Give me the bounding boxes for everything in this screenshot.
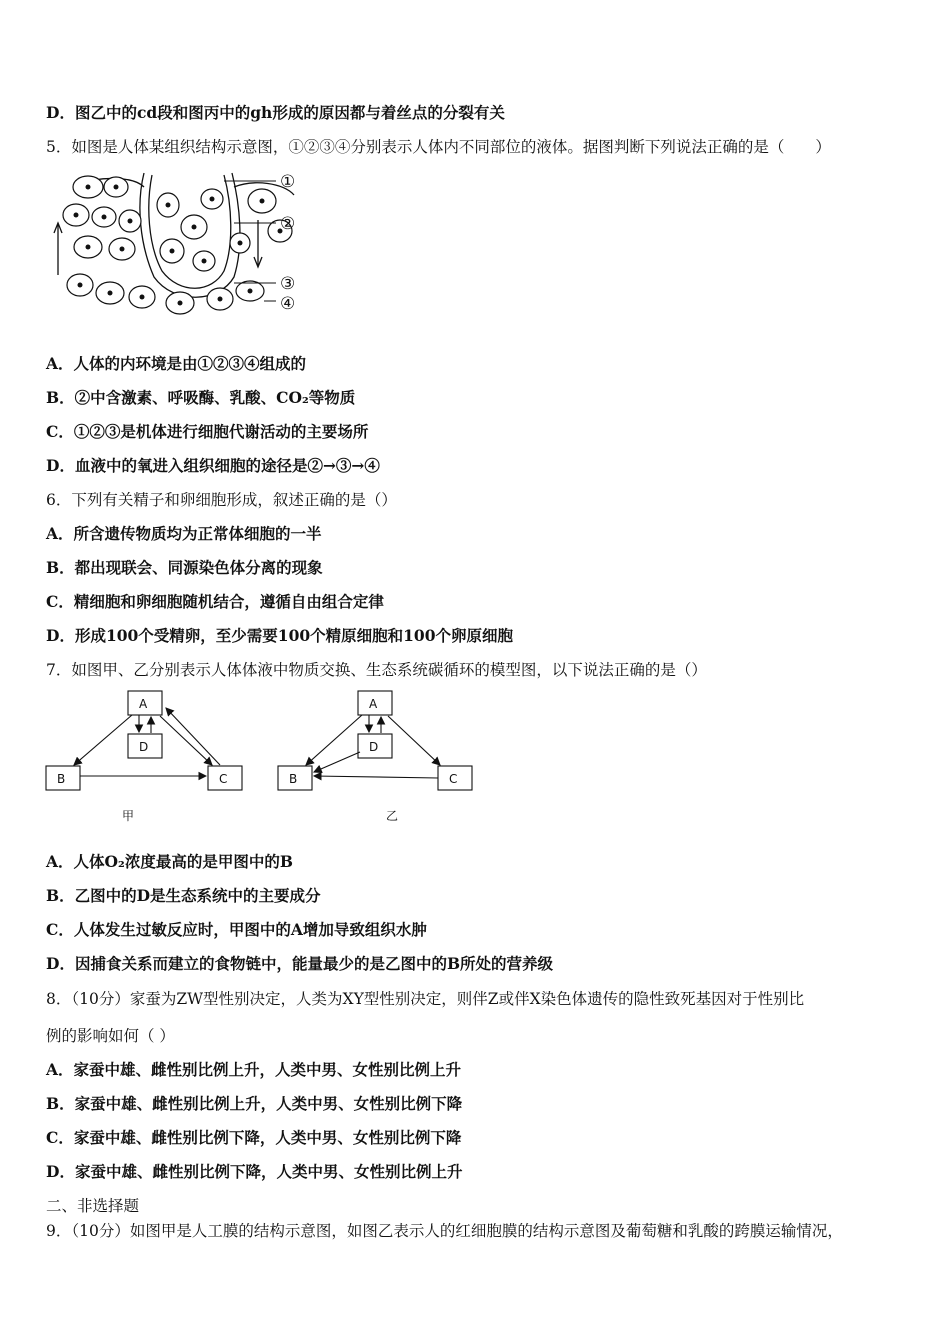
- yi-label-c: C: [449, 772, 458, 786]
- q5-option-a: A．人体的内环境是由①②③④组成的: [46, 354, 307, 373]
- jia-label-b: B: [57, 772, 66, 786]
- q5-option-c: C．①②③是机体进行细胞代谢活动的主要场所: [46, 422, 369, 441]
- q6-option-b: B．都出现联会、同源染色体分离的现象: [46, 558, 323, 577]
- question-5-stem: 5．如图是人体某组织结构示意图，①②③④分别表示人体内不同部位的液体。据图判断下列说法正确的是（ ）: [46, 138, 831, 156]
- q5-option-d: D．血液中的氧进入组织细胞的途径是②→③→④: [46, 456, 380, 475]
- jia-label-a: A: [139, 697, 148, 711]
- yi-label-a: A: [369, 697, 378, 711]
- label-1: ①: [280, 172, 296, 192]
- jia-label-d: D: [139, 740, 149, 754]
- jia-label-c: C: [219, 772, 228, 786]
- question-8-stem-line2: 例的影响如何（ ）: [46, 1027, 175, 1045]
- label-2: ②: [280, 214, 296, 234]
- label-4: ④: [280, 294, 296, 314]
- q8-option-d: D．家蚕中雄、雌性别比例下降，人类中男、女性别比例上升: [46, 1162, 463, 1181]
- q8-option-c: C．家蚕中雄、雌性别比例下降，人类中男、女性别比例下降: [46, 1128, 462, 1147]
- yi-label-d: D: [369, 740, 379, 754]
- q7-option-b: B．乙图中的D是生态系统中的主要成分: [46, 886, 321, 905]
- question-9-stem: 9．（10分）如图甲是人工膜的结构示意图，如图乙表示人的红细胞膜的结构示意图及葡萄糖和乳酸的跨膜运输情况，: [46, 1222, 843, 1240]
- jia-caption: 甲: [122, 809, 135, 823]
- question-6-stem: 6．下列有关精子和卵细胞形成，叙述正确的是（）: [46, 491, 397, 509]
- yi-caption: 乙: [386, 809, 399, 823]
- q7-option-c: C．人体发生过敏反应时，甲图中的A增加导致组织水肿: [46, 920, 427, 939]
- q6-option-a: A．所含遗传物质均为正常体细胞的一半: [46, 524, 322, 543]
- q8-option-b: B．家蚕中雄、雌性别比例上升，人类中男、女性别比例下降: [46, 1094, 463, 1113]
- tissue-structure-figure: [44, 165, 314, 325]
- question-8-stem-line1: 8．（10分）家蚕为ZW型性别决定，人类为XY型性别决定，则伴Z或伴X染色体遗传的隐性致死基因对于性别比: [46, 990, 805, 1008]
- q4-option-d: D．图乙中的cd段和图丙中的gh形成的原因都与着丝点的分裂有关: [46, 103, 505, 122]
- q7-option-a: A．人体O₂浓度最高的是甲图中的B: [46, 852, 293, 871]
- label-3: ③: [280, 274, 296, 294]
- q6-option-d: D．形成100个受精卵，至少需要100个精原细胞和100个卵原细胞: [46, 626, 514, 645]
- question-7-stem: 7．如图甲、乙分别表示人体体液中物质交换、生态系统碳循环的模型图，以下说法正确的是（）: [46, 661, 707, 679]
- model-diagrams-figure: [44, 686, 484, 826]
- q8-option-a: A．家蚕中雄、雌性别比例上升，人类中男、女性别比例上升: [46, 1060, 462, 1079]
- yi-label-b: B: [289, 772, 298, 786]
- q7-option-d: D．因捕食关系而建立的食物链中，能量最少的是乙图中的B所处的营养级: [46, 954, 554, 973]
- q6-option-c: C．精细胞和卵细胞随机结合，遵循自由组合定律: [46, 592, 384, 611]
- q5-option-b: B．②中含激素、呼吸酶、乳酸、CO₂等物质: [46, 388, 356, 407]
- section-2-heading: 二、非选择题: [46, 1197, 140, 1215]
